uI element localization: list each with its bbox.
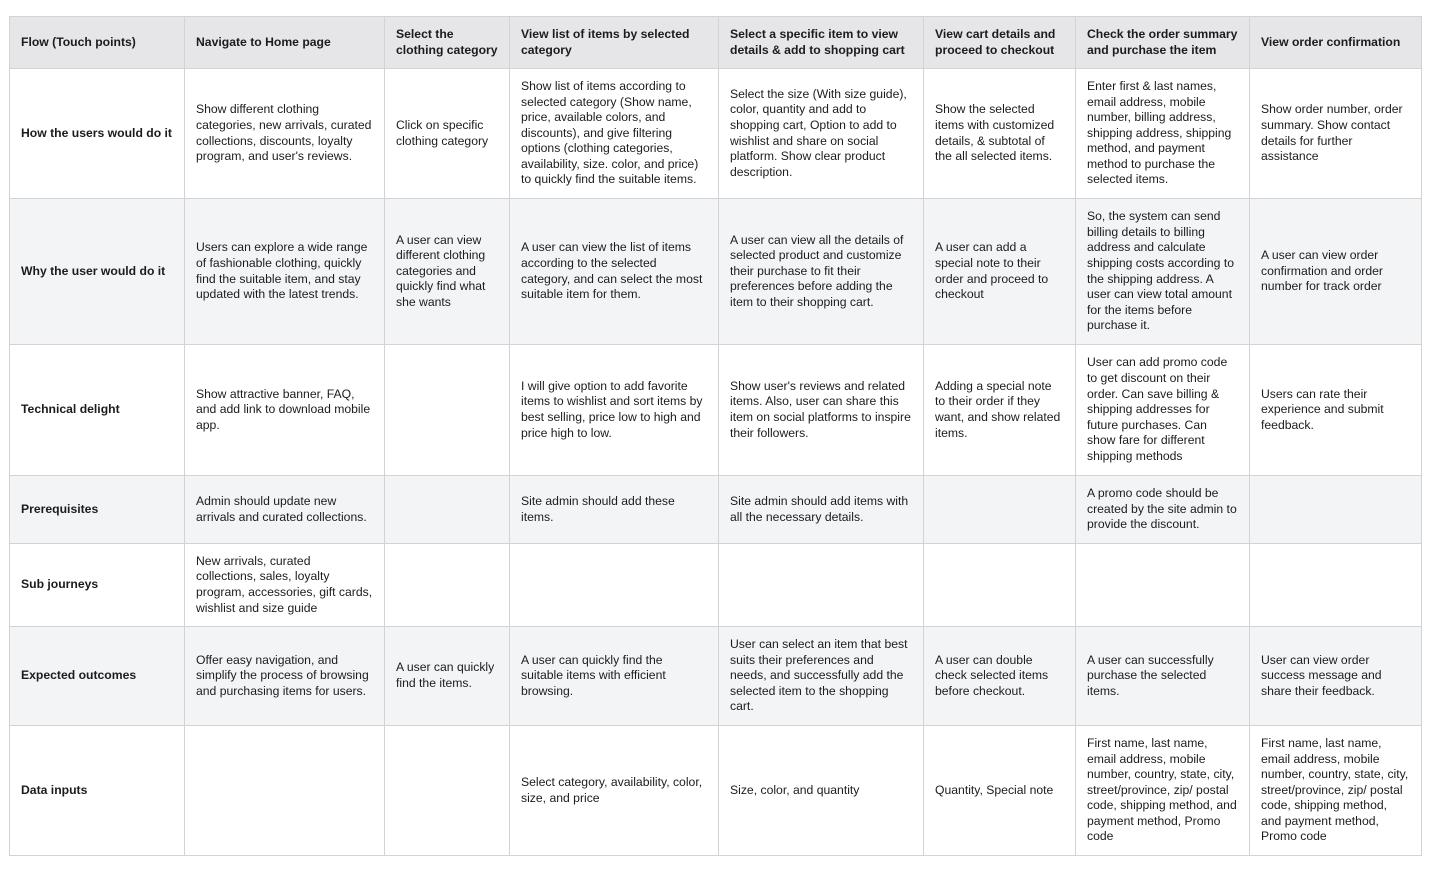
table-cell bbox=[510, 544, 719, 627]
table-row bbox=[10, 476, 1422, 544]
table-cell: I will give option to add favorite items to wishlist and sort items by best selling, price low to high and price high to low. bbox=[510, 345, 719, 476]
table-cell bbox=[1250, 476, 1422, 544]
table-cell bbox=[924, 476, 1076, 544]
table-cell: Users can rate their experience and submit feedback. bbox=[1250, 345, 1422, 476]
table-cell: New arrivals, curated collections, sales, loyalty program, accessories, gift cards, wishlist and size guide bbox=[185, 544, 385, 627]
table-cell bbox=[924, 544, 1076, 627]
row-label: Technical delight bbox=[10, 345, 185, 476]
table-cell: A user can view order confirmation and order number for track order bbox=[1250, 199, 1422, 345]
table-cell: First name, last name, email address, mobile number, country, state, city, street/province, zip/ postal code, shipping method, and payment method, Promo code bbox=[1076, 726, 1250, 856]
table-cell: Site admin should add items with all the necessary details. bbox=[719, 476, 924, 544]
column-header: View order confirmation bbox=[1250, 17, 1422, 69]
table-cell: A user can add a special note to their order and proceed to checkout bbox=[924, 199, 1076, 345]
table-row bbox=[10, 544, 1422, 627]
table-cell: Offer easy navigation, and simplify the process of browsing and purchasing items for users. bbox=[185, 627, 385, 726]
table-cell: Quantity, Special note bbox=[924, 726, 1076, 856]
table-cell: Size, color, and quantity bbox=[719, 726, 924, 856]
column-header: View list of items by selected category bbox=[510, 17, 719, 69]
table-cell: A promo code should be created by the site admin to provide the discount. bbox=[1076, 476, 1250, 544]
table-cell: A user can quickly find the suitable items with efficient browsing. bbox=[510, 627, 719, 726]
table-cell: Admin should update new arrivals and curated collections. bbox=[185, 476, 385, 544]
row-label: How the users would do it bbox=[10, 69, 185, 199]
table-cell bbox=[385, 726, 510, 856]
table-row bbox=[10, 627, 1422, 726]
table-cell bbox=[385, 345, 510, 476]
table-cell bbox=[1250, 544, 1422, 627]
table-cell: Select the size (With size guide), color, quantity and add to shopping cart, Option to add to wishlist and share on social platform. Show clear product description. bbox=[719, 69, 924, 199]
table-cell: So, the system can send billing details to billing address and calculate shipping costs according to the shipping address. A user can view total amount for the items before purchase it. bbox=[1076, 199, 1250, 345]
table-cell: A user can double check selected items before checkout. bbox=[924, 627, 1076, 726]
table-cell: Select category, availability, color, size, and price bbox=[510, 726, 719, 856]
row-label: Sub journeys bbox=[10, 544, 185, 627]
table-cell: A user can successfully purchase the selected items. bbox=[1076, 627, 1250, 726]
table-cell bbox=[719, 544, 924, 627]
table-cell: Show order number, order summary. Show contact details for further assistance bbox=[1250, 69, 1422, 199]
table-cell bbox=[385, 544, 510, 627]
row-label: Expected outcomes bbox=[10, 627, 185, 726]
user-flow-table bbox=[9, 16, 1422, 856]
table-cell: Adding a special note to their order if they want, and show related items. bbox=[924, 345, 1076, 476]
column-header: Select a specific item to view details & add to shopping cart bbox=[719, 17, 924, 69]
table-cell: A user can view all the details of selected product and customize their purchase to fit their preferences before adding the item to their shopping cart. bbox=[719, 199, 924, 345]
table-row bbox=[10, 69, 1422, 199]
header-row bbox=[10, 17, 1422, 69]
table-cell: Show list of items according to selected category (Show name, price, available colors, and discounts), and give filtering options (clothing categories, availability, size. color, and price) to quickly find the suitable items. bbox=[510, 69, 719, 199]
table-cell: A user can quickly find the items. bbox=[385, 627, 510, 726]
table-cell: First name, last name, email address, mobile number, country, state, city, street/province, zip/ postal code, shipping method, and payment method, Promo code bbox=[1250, 726, 1422, 856]
column-header: Select the clothing category bbox=[385, 17, 510, 69]
column-header: View cart details and proceed to checkout bbox=[924, 17, 1076, 69]
table-cell bbox=[385, 476, 510, 544]
table-cell: User can view order success message and share their feedback. bbox=[1250, 627, 1422, 726]
table-cell: Show attractive banner, FAQ, and add link to download mobile app. bbox=[185, 345, 385, 476]
table-cell: A user can view the list of items according to the selected category, and can select the most suitable item for them. bbox=[510, 199, 719, 345]
column-header: Flow (Touch points) bbox=[10, 17, 185, 69]
table-cell bbox=[185, 726, 385, 856]
table-row bbox=[10, 345, 1422, 476]
column-header: Navigate to Home page bbox=[185, 17, 385, 69]
table-cell: Show different clothing categories, new arrivals, curated collections, discounts, loyalty program, and user's reviews. bbox=[185, 69, 385, 199]
row-label: Why the user would do it bbox=[10, 199, 185, 345]
table-cell: Click on specific clothing category bbox=[385, 69, 510, 199]
table-row bbox=[10, 726, 1422, 856]
table-cell: User can select an item that best suits their preferences and needs, and successfully add the selected item to the shopping cart. bbox=[719, 627, 924, 726]
table-cell: Site admin should add these items. bbox=[510, 476, 719, 544]
row-label: Prerequisites bbox=[10, 476, 185, 544]
table-row bbox=[10, 199, 1422, 345]
table-cell: Users can explore a wide range of fashionable clothing, quickly find the suitable item, and stay updated with the latest trends. bbox=[185, 199, 385, 345]
table-cell bbox=[1076, 544, 1250, 627]
table-cell: A user can view different clothing categories and quickly find what she wants bbox=[385, 199, 510, 345]
table-cell: Show the selected items with customized details, & subtotal of the all selected items. bbox=[924, 69, 1076, 199]
table-cell: User can add promo code to get discount on their order. Can save billing & shipping addresses for future purchases. Can show fare for different shipping methods bbox=[1076, 345, 1250, 476]
table-cell: Enter first & last names, email address, mobile number, billing address, shipping address, shipping method, and payment method to purchase the selected items. bbox=[1076, 69, 1250, 199]
table-cell: Show user's reviews and related items. Also, user can share this item on social platforms to inspire their followers. bbox=[719, 345, 924, 476]
row-label: Data inputs bbox=[10, 726, 185, 856]
column-header: Check the order summary and purchase the item bbox=[1076, 17, 1250, 69]
